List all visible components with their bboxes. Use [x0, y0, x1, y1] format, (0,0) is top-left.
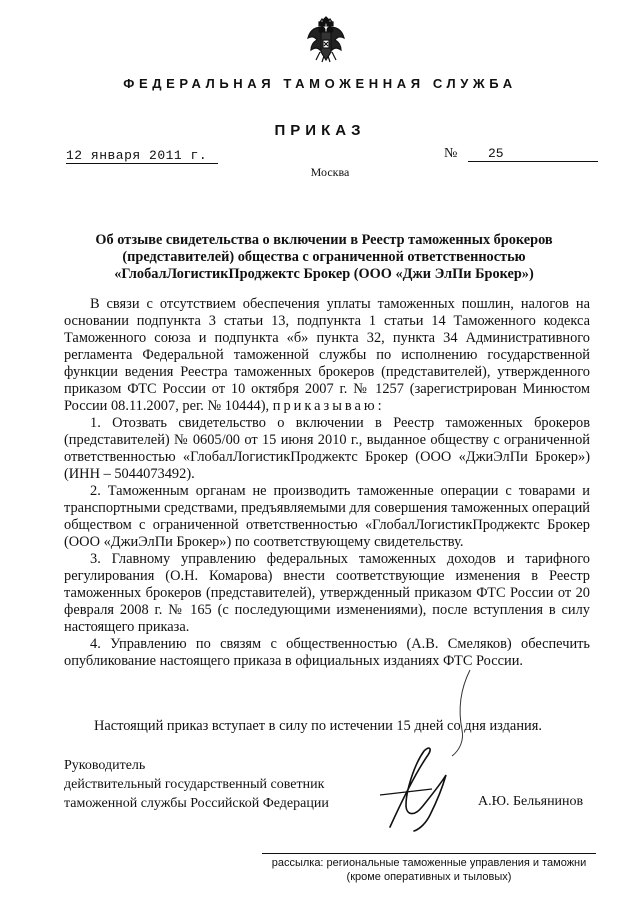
order-word: приказываю:: [272, 398, 385, 414]
agency-name: ФЕДЕРАЛЬНАЯ ТАМОЖЕННАЯ СЛУЖБА: [123, 76, 517, 91]
subject-line: Об отзыве свидетельства о включении в Реестр таможенных брокеров: [95, 232, 553, 248]
document-type-title: ПРИКАЗ: [274, 122, 366, 139]
handwritten-signature: [370, 735, 470, 835]
entry-into-force-paragraph: Настоящий приказ вступает в силу по истечении 15 дней со дня издания.: [94, 718, 542, 734]
subject-line: (представителей) общества с ограниченной ответственностью: [122, 249, 526, 265]
preamble-text: В связи с отсутствием обеспечения уплаты таможенных пошлин, налогов на основании подпункта 3 статьи 13, подпункта 1 статьи 14 Таможенного кодекса Таможенного союза и подпункта «б» пункта 32, пункта 34 Административного регламента Федеральной таможенной службы по исполнению государственной функции ведения Реестра таможенных брокеров (представителей), утвержденного приказом ФТС России от 10 октября 2007 г. № 1257 (зарегистрирован Минюстом России 08.11.2007, рег. № 10444),: [64, 296, 590, 414]
issue-city: Москва: [310, 165, 350, 179]
distribution-note: [262, 856, 596, 884]
order-item: 1. Отозвать свидетельство о включении в Реестр таможенных брокеров (представителей) № 0605/00 от 15 июня 2010 г., выданное обществу с ограниченной ответственностью «ГлобалЛогистикПроджектс Брокер (ООО «ДжиЭлПи Брокер») (ИНН – 5044073492).: [64, 415, 590, 482]
order-date: 12 января 2011 г.: [66, 148, 218, 164]
signatory-role: Руководитель: [64, 758, 146, 773]
order-body: [64, 296, 590, 670]
russian-coat-of-arms-icon: [306, 16, 346, 64]
order-number: 25: [468, 146, 598, 162]
signatory-rank: таможенной службы Российской Федерации: [64, 796, 329, 811]
preamble-paragraph: [64, 296, 590, 415]
order-subject: [56, 232, 592, 283]
footer-divider: [262, 853, 596, 854]
signatory-block: [64, 756, 364, 813]
subject-line: «ГлобалЛогистикПроджектс Брокер (ООО «Джи ЭлПи Брокер»): [114, 266, 534, 282]
order-item: 2. Таможенным органам не производить таможенные операции с товарами и транспортными средствами, предъявляемыми для совершения таможенных операций обществом с ограниченной ответственностью «ГлобалЛогистикПроджектс Брокер (ООО «ДжиЭлПи Брокер») по соответствующему свидетельству.: [64, 483, 590, 550]
number-sign: №: [444, 146, 458, 161]
order-item: 4. Управлению по связям с общественностью (А.В. Смеляков) обеспечить опубликование настоящего приказа в официальных изданиях ФТС России.: [64, 636, 590, 669]
order-number-field: [444, 146, 598, 162]
distribution-line: рассылка: региональные таможенные управления и таможни: [271, 857, 587, 869]
order-item: 3. Главному управлению федеральных таможенных доходов и тарифного регулирования (О.Н. Комарова) внести соответствующие изменения в Реестр таможенных брокеров (представителей), утвержденный приказом ФТС России от 20 февраля 2008 г. № 165 (с последующими изменениями), после вступления в силу настоящего приказа.: [64, 551, 590, 635]
signatory-rank: действительный государственный советник: [64, 777, 325, 792]
distribution-line: (кроме оперативных и тыловых): [346, 871, 512, 883]
signatory-name: А.Ю. Бельянинов: [478, 794, 584, 809]
